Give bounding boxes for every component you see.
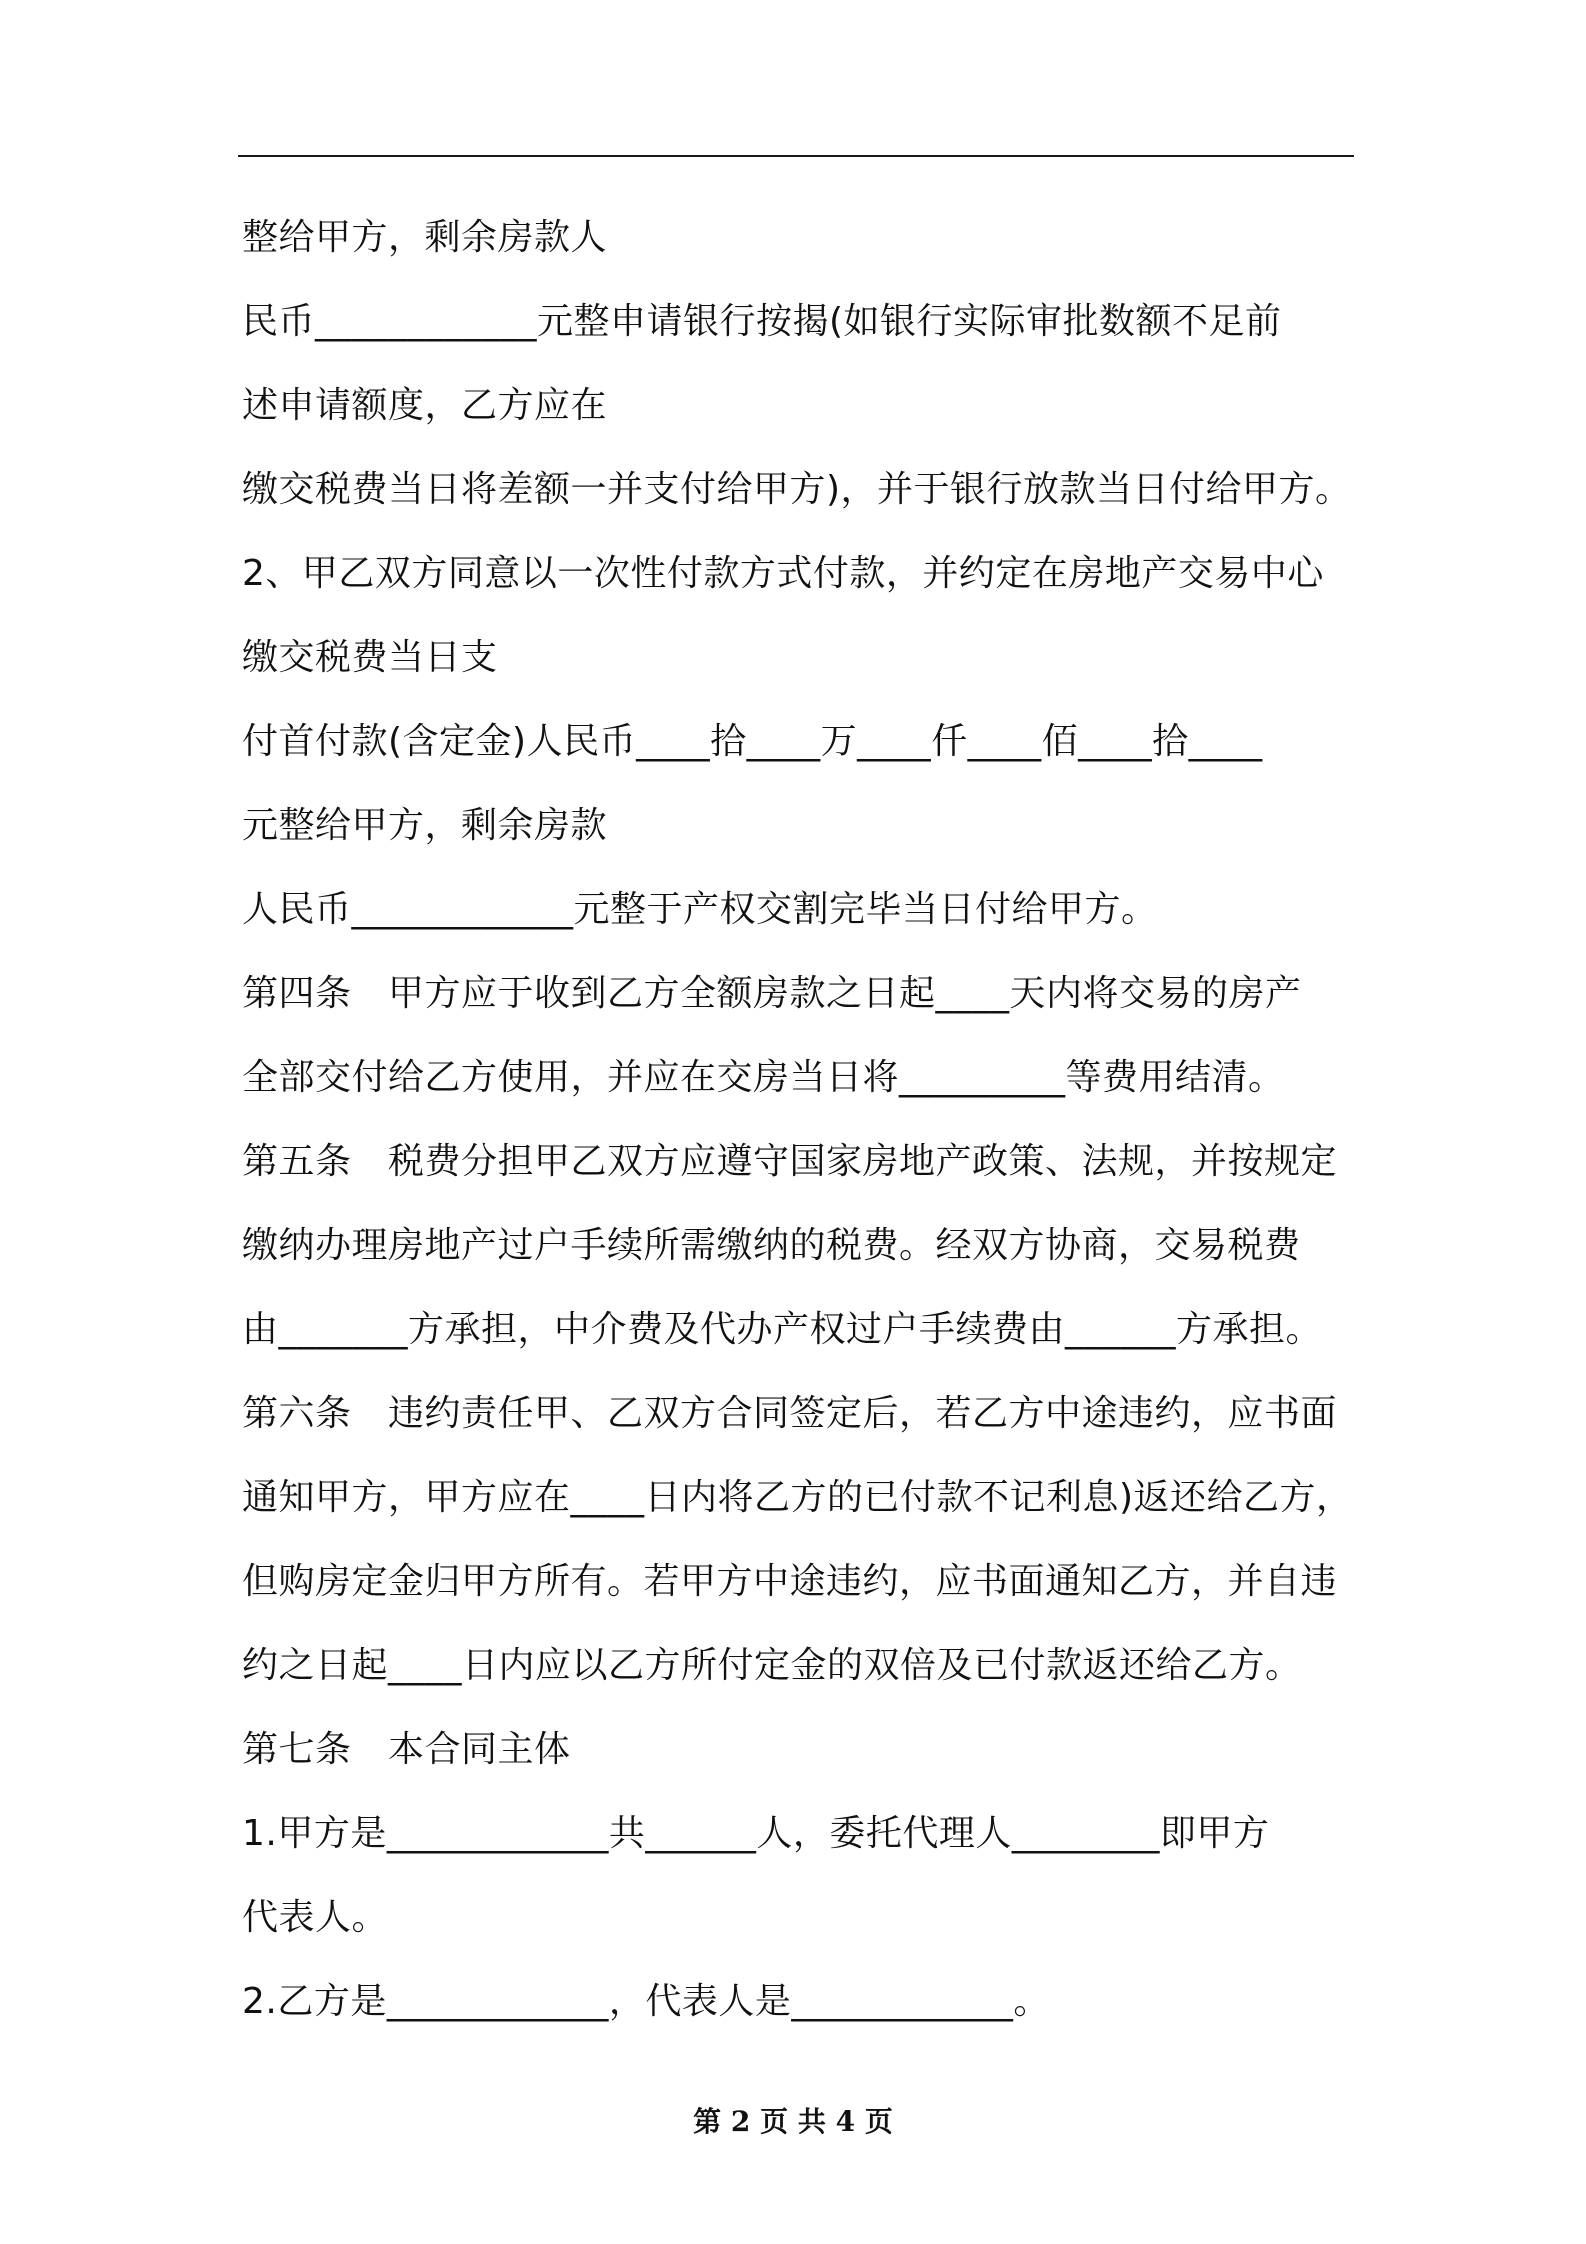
text-line: 第五条 税费分担甲乙双方应遵守国家房地产政策、法规，并按规定 xyxy=(242,1141,1338,1182)
text-line: 通知甲方，甲方应在____日内将乙方的已付款不记利息)返还给乙方， xyxy=(242,1477,1353,1518)
text-line: 缴交税费当日将差额一并支付给甲方)，并于银行放款当日付给甲方。 xyxy=(242,469,1352,510)
text-line: 1.甲方是____________共______人，委托代理人________即甲方 xyxy=(242,1813,1270,1854)
text-line: 缴交税费当日支 xyxy=(242,637,498,678)
text-line: 元整给甲方，剩余房款 xyxy=(242,805,608,846)
text-line: 缴纳办理房地产过户手续所需缴纳的税费。经双方协商，交易税费 xyxy=(242,1225,1301,1266)
text-line: 人民币____________元整于产权交割完毕当日付给甲方。 xyxy=(242,889,1158,930)
text-line: 第七条 本合同主体 xyxy=(242,1729,571,1770)
text-line: 约之日起____日内应以乙方所付定金的双倍及已付款返还给乙方。 xyxy=(242,1645,1302,1686)
text-line: 全部交付给乙方使用，并应在交房当日将_________等费用结清。 xyxy=(242,1057,1285,1098)
text-line: 2.乙方是____________，代表人是____________。 xyxy=(242,1981,1050,2022)
text-line: 付首付款(含定金)人民币____拾____万____仟____佰____拾____ xyxy=(242,721,1263,762)
text-line: 由_______方承担，中介费及代办产权过户手续费由______方承担。 xyxy=(242,1309,1323,1350)
text-line: 整给甲方，剩余房款人 xyxy=(242,217,608,258)
text-line: 述申请额度，乙方应在 xyxy=(242,385,608,426)
text-line: 代表人。 xyxy=(242,1897,389,1938)
text-line: 但购房定金归甲方所有。若甲方中途违约，应书面通知乙方，并自违 xyxy=(242,1561,1338,1602)
text-line: 民币____________元整申请银行按揭(如银行实际审批数额不足前 xyxy=(242,301,1282,342)
text-line: 2、甲乙双方同意以一次性付款方式付款，并约定在房地产交易中心 xyxy=(242,553,1324,594)
document-body xyxy=(242,196,1382,2044)
text-line: 第四条 甲方应于收到乙方全额房款之日起____天内将交易的房产 xyxy=(242,973,1302,1014)
text-line: 第六条 违约责任甲、乙双方合同签定后，若乙方中途违约，应书面 xyxy=(242,1393,1338,1434)
header-divider xyxy=(238,155,1354,157)
page-number: 第 2 页 共 4 页 xyxy=(693,2105,893,2138)
